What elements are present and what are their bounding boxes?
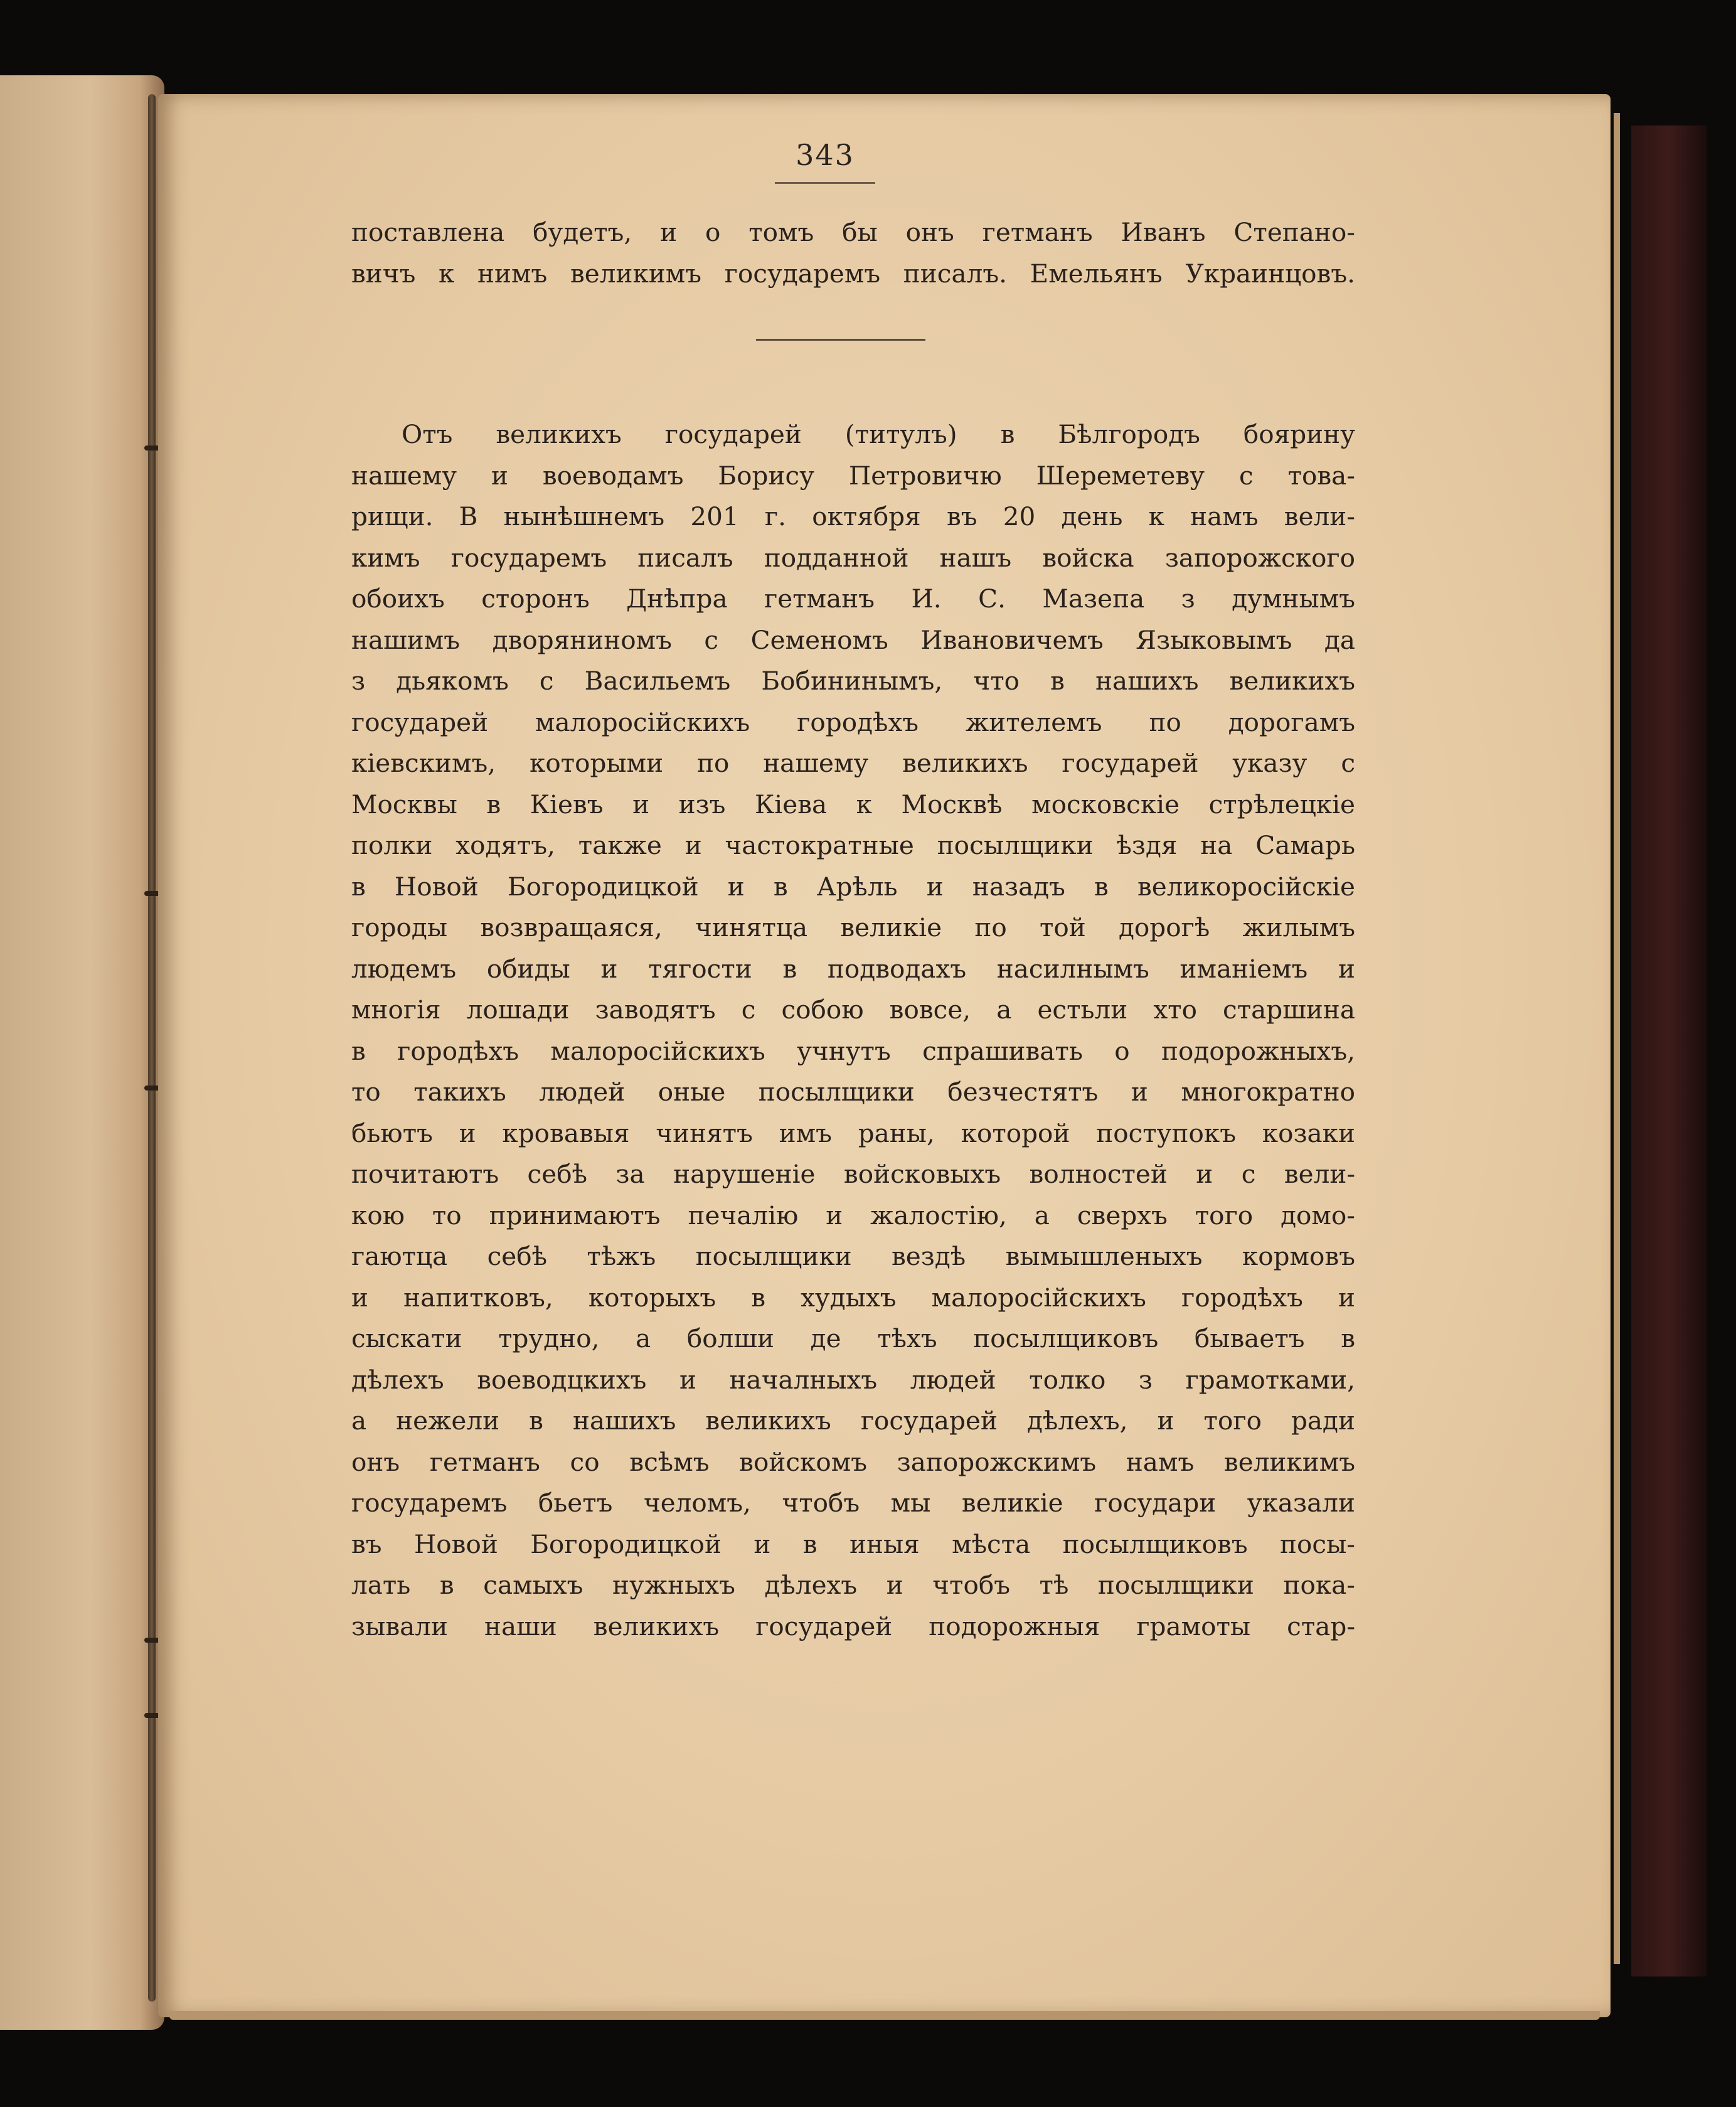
page-number: 343 [796,138,855,172]
text-line: поставлена будетъ, и о томъ бы онъ гетманъ Иванъ Степано- [351,217,1355,247]
text-line: онъ гетманъ со всѣмъ войскомъ запорожскимъ намъ великимъ [351,1446,1355,1477]
text-line: въ Новой Богородицкой и в иныя мѣста посылщиковъ посы- [351,1528,1355,1559]
text-line: Отъ великихъ государей (титулъ) в Бѣлгородъ боярину [402,419,1355,449]
text-line: сыскати трудно, а болши де тѣхъ посылщиковъ бываетъ в [351,1323,1355,1353]
text-line: почитаютъ себѣ за нарушеніе войсковыхъ волностей и с вели- [351,1159,1355,1189]
text-line: в городѣхъ малоросійскихъ учнутъ спрашивать о подорожныхъ, [351,1035,1355,1066]
text-line: з дьякомъ с Васильемъ Бобининымъ, что в нашихъ великихъ [351,666,1355,696]
main-paragraph [351,414,1355,1647]
text-line: кою то принимаютъ печалію и жалостію, а сверхъ того домо- [351,1200,1355,1230]
text-line: вичъ к нимъ великимъ государемъ писалъ. Емельянъ Украинцовъ. [351,258,1355,289]
text-line: обоихъ сторонъ Днѣпра гетманъ И. С. Мазепа з думнымъ [351,584,1355,614]
text-line: то такихъ людей оные посылщики безчестятъ и многократно [351,1077,1355,1107]
text-line: гаютца себѣ тѣжъ посылщики вездѣ вымышленыхъ кормовъ [351,1241,1355,1271]
text-line: дѣлехъ воеводцкихъ и началныхъ людей толко з грамотками, [351,1364,1355,1395]
book-cover-edge [1631,125,1707,1976]
text-line: в Новой Богородицкой и в Арѣль и назадъ в великоросійскіе [351,871,1355,902]
page-number-rule [775,182,875,184]
text-line: рищи. В нынѣшнемъ 201 г. октября въ 20 день к намъ вели- [351,501,1355,531]
page-bottom-edge [169,2011,1600,2020]
text-line: нашимъ дворяниномъ с Семеномъ Ивановичемъ Языковымъ да [351,624,1355,655]
text-line: бьютъ и кровавыя чинятъ имъ раны, которой поступокъ козаки [351,1118,1355,1148]
top-paragraph [351,212,1355,294]
text-line: а нежели в нашихъ великихъ государей дѣлехъ, и того ради [351,1406,1355,1436]
text-line: государей малоросійскихъ городѣхъ жителемъ по дорогамъ [351,707,1355,737]
text-line: и напитковъ, которыхъ в худыхъ малоросійскихъ городѣхъ и [351,1282,1355,1313]
text-line: людемъ обиды и тягости в подводахъ насилнымъ иманіемъ и [351,953,1355,984]
text-line: городы возвращаяся, чинятца великіе по той дорогѣ жилымъ [351,912,1355,942]
text-line: Москвы в Кіевъ и изъ Кіева к Москвѣ московскіе стрѣлецкіе [351,789,1355,819]
left-page [0,75,164,2030]
text-line: зывали наши великихъ государей подорожныя грамоты стар- [351,1611,1355,1641]
section-divider [756,339,925,341]
text-line: кіевскимъ, которыми по нашему великихъ государей указу с [351,748,1355,778]
text-line: многія лошади заводятъ с собою вовсе, а естьли хто старшина [351,995,1355,1025]
page-edge [1614,113,1620,1964]
text-line: государемъ бьетъ челомъ, чтобъ мы великіе государи указали [351,1488,1355,1518]
text-line: лать в самыхъ нужныхъ дѣлехъ и чтобъ тѣ посылщики пока- [351,1570,1355,1600]
text-line: кимъ государемъ писалъ подданной нашъ войска запорожского [351,542,1355,573]
text-line: нашему и воеводамъ Борису Петровичю Шереметеву с това- [351,460,1355,491]
text-line: полки ходятъ, также и частократные посылщики ѣздя на Самарь [351,830,1355,860]
